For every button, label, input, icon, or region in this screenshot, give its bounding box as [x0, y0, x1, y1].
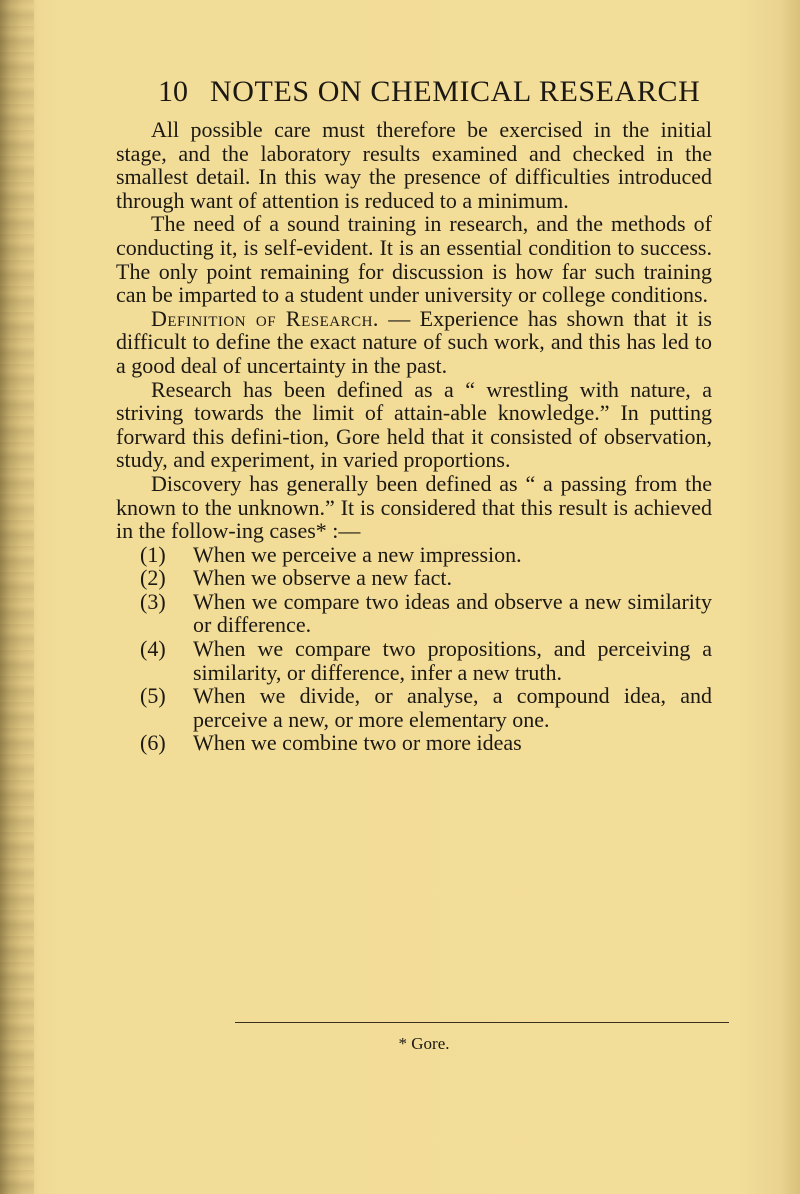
paragraph: The need of a sound training in research, and the methods of conducting it, is self-evident. It is an essential condition to success. The only point remaining for discussion is how far such training can be imparted to a student under university or college conditions.: [116, 211, 712, 308]
running-title: NOTES ON CHEMICAL RESEARCH: [210, 75, 701, 108]
footnote-rule: [235, 1022, 729, 1023]
list-number: (3): [140, 588, 166, 614]
list-item: [140, 590, 712, 637]
footnote: * Gore.: [398, 1034, 450, 1053]
list-text: When we observe a new fact.: [193, 565, 452, 591]
list-item: [140, 637, 712, 684]
list-number: (2): [140, 565, 166, 591]
page-number: 10: [158, 75, 188, 108]
list-text: When we combine two or more ideas: [193, 730, 522, 756]
list-item: [140, 543, 712, 567]
list-item: [140, 684, 712, 731]
list-text: When we divide, or analyse, a compound idea, and perceive a new, or more elementary one.: [193, 683, 712, 732]
page-binding-shadow: [0, 0, 34, 1194]
paragraph: All possible care must therefore be exercised in the initial stage, and the laboratory results examined and checked in the smallest detail. In this way the presence of difficulties introduced through want of attention is reduced to a minimum.: [116, 117, 712, 213]
list-number: (6): [140, 730, 166, 756]
running-header: [158, 72, 701, 112]
paragraph: Discovery has generally been defined as “ a passing from the known to the unknown.” It is considered that this result is achieved in the follow-ing cases* :—: [116, 470, 712, 544]
list-number: (4): [140, 636, 166, 662]
list-item: [140, 566, 712, 590]
cases-list: [116, 543, 712, 755]
list-number: (1): [140, 541, 166, 567]
list-item: [140, 731, 712, 755]
paragraph-definition: [116, 307, 712, 378]
section-heading: Definition of Research.: [151, 305, 379, 331]
list-number: (5): [140, 683, 166, 709]
body-text: [116, 118, 712, 755]
paragraph-text: — Experience has shown that it is difficult to define the exact nature of such work, and this has led to a good deal of uncertainty in the past.: [116, 305, 712, 378]
list-text: When we compare two propositions, and perceiving a similarity, or difference, infer a new truth.: [193, 636, 712, 685]
list-text: When we compare two ideas and observe a new similarity or difference.: [193, 588, 712, 638]
paragraph: Research has been defined as a “ wrestling with nature, a striving towards the limit of attain-able knowledge.” In putting forward this defini-tion, Gore held that it consisted of observation, study, and experiment, in varied proportions.: [116, 376, 712, 473]
list-text: When we perceive a new impression.: [193, 541, 522, 567]
